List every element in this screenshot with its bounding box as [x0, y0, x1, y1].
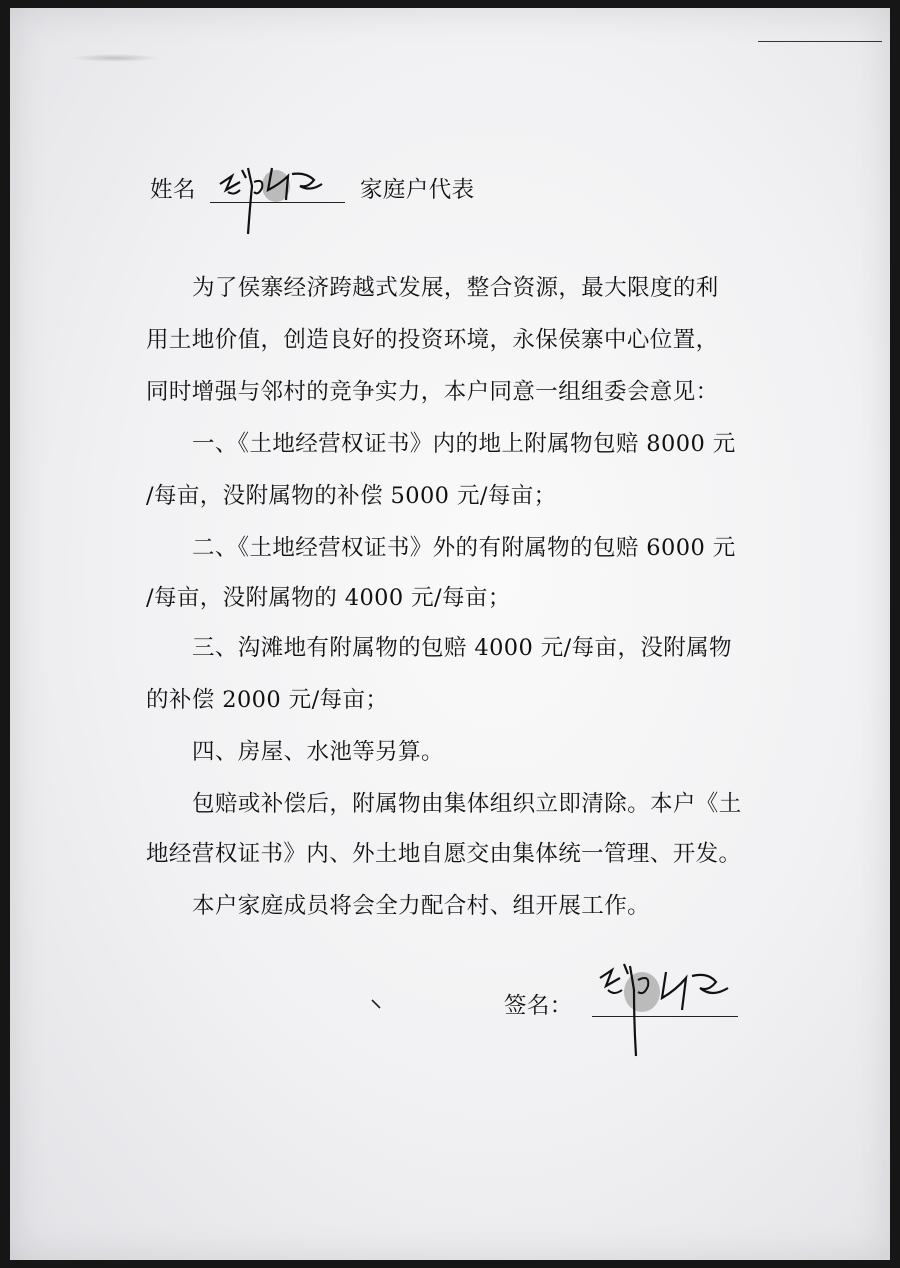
ink-smudge	[70, 54, 160, 62]
paragraph-line-1: 为了侯寨经济跨越式发展，整合资源，最大限度的利	[192, 275, 719, 301]
signature-label: 签名：	[504, 993, 573, 1019]
top-rule-line	[758, 41, 882, 42]
paragraph-clearance-line-1: 包赔或补偿后，附属物由集体组织立即清除。本户《土	[192, 791, 742, 817]
name-label: 姓名	[150, 177, 196, 203]
clause-1-line-1: 一、《土地经营权证书》内的地上附属物包赔 8000 元	[192, 431, 736, 457]
paragraph-line-2: 用土地价值，创造良好的投资环境，永保侯寨中心位置，	[146, 327, 719, 353]
household-representative-label: 家庭户代表	[360, 177, 475, 203]
clause-2-line-1: 二、《土地经营权证书》外的有附属物的包赔 6000 元	[192, 535, 736, 561]
handwritten-signature	[592, 954, 742, 1064]
paragraph-clearance-line-2: 地经营权证书》内、外土地自愿交由集体统一管理、开发。	[146, 841, 742, 867]
clause-1-line-2: /每亩，没附属物的补偿 5000 元/每亩；	[146, 483, 557, 509]
handwritten-name-signature	[210, 156, 350, 241]
clause-3-line-1: 三、沟滩地有附属物的包赔 4000 元/每亩，没附属物	[192, 635, 732, 661]
document-page	[10, 8, 890, 1260]
clause-4-line: 四、房屋、水池等另算。	[192, 739, 444, 765]
paragraph-line-3: 同时增强与邻村的竞争实力，本户同意一组组委会意见：	[146, 379, 719, 405]
clause-2-line-2: /每亩，没附属物的 4000 元/每亩；	[146, 585, 511, 611]
clause-3-line-2: 的补偿 2000 元/每亩；	[146, 687, 389, 713]
paragraph-cooperation-line: 本户家庭成员将会全力配合村、组开展工作。	[192, 893, 651, 919]
pen-mark	[370, 998, 384, 1012]
